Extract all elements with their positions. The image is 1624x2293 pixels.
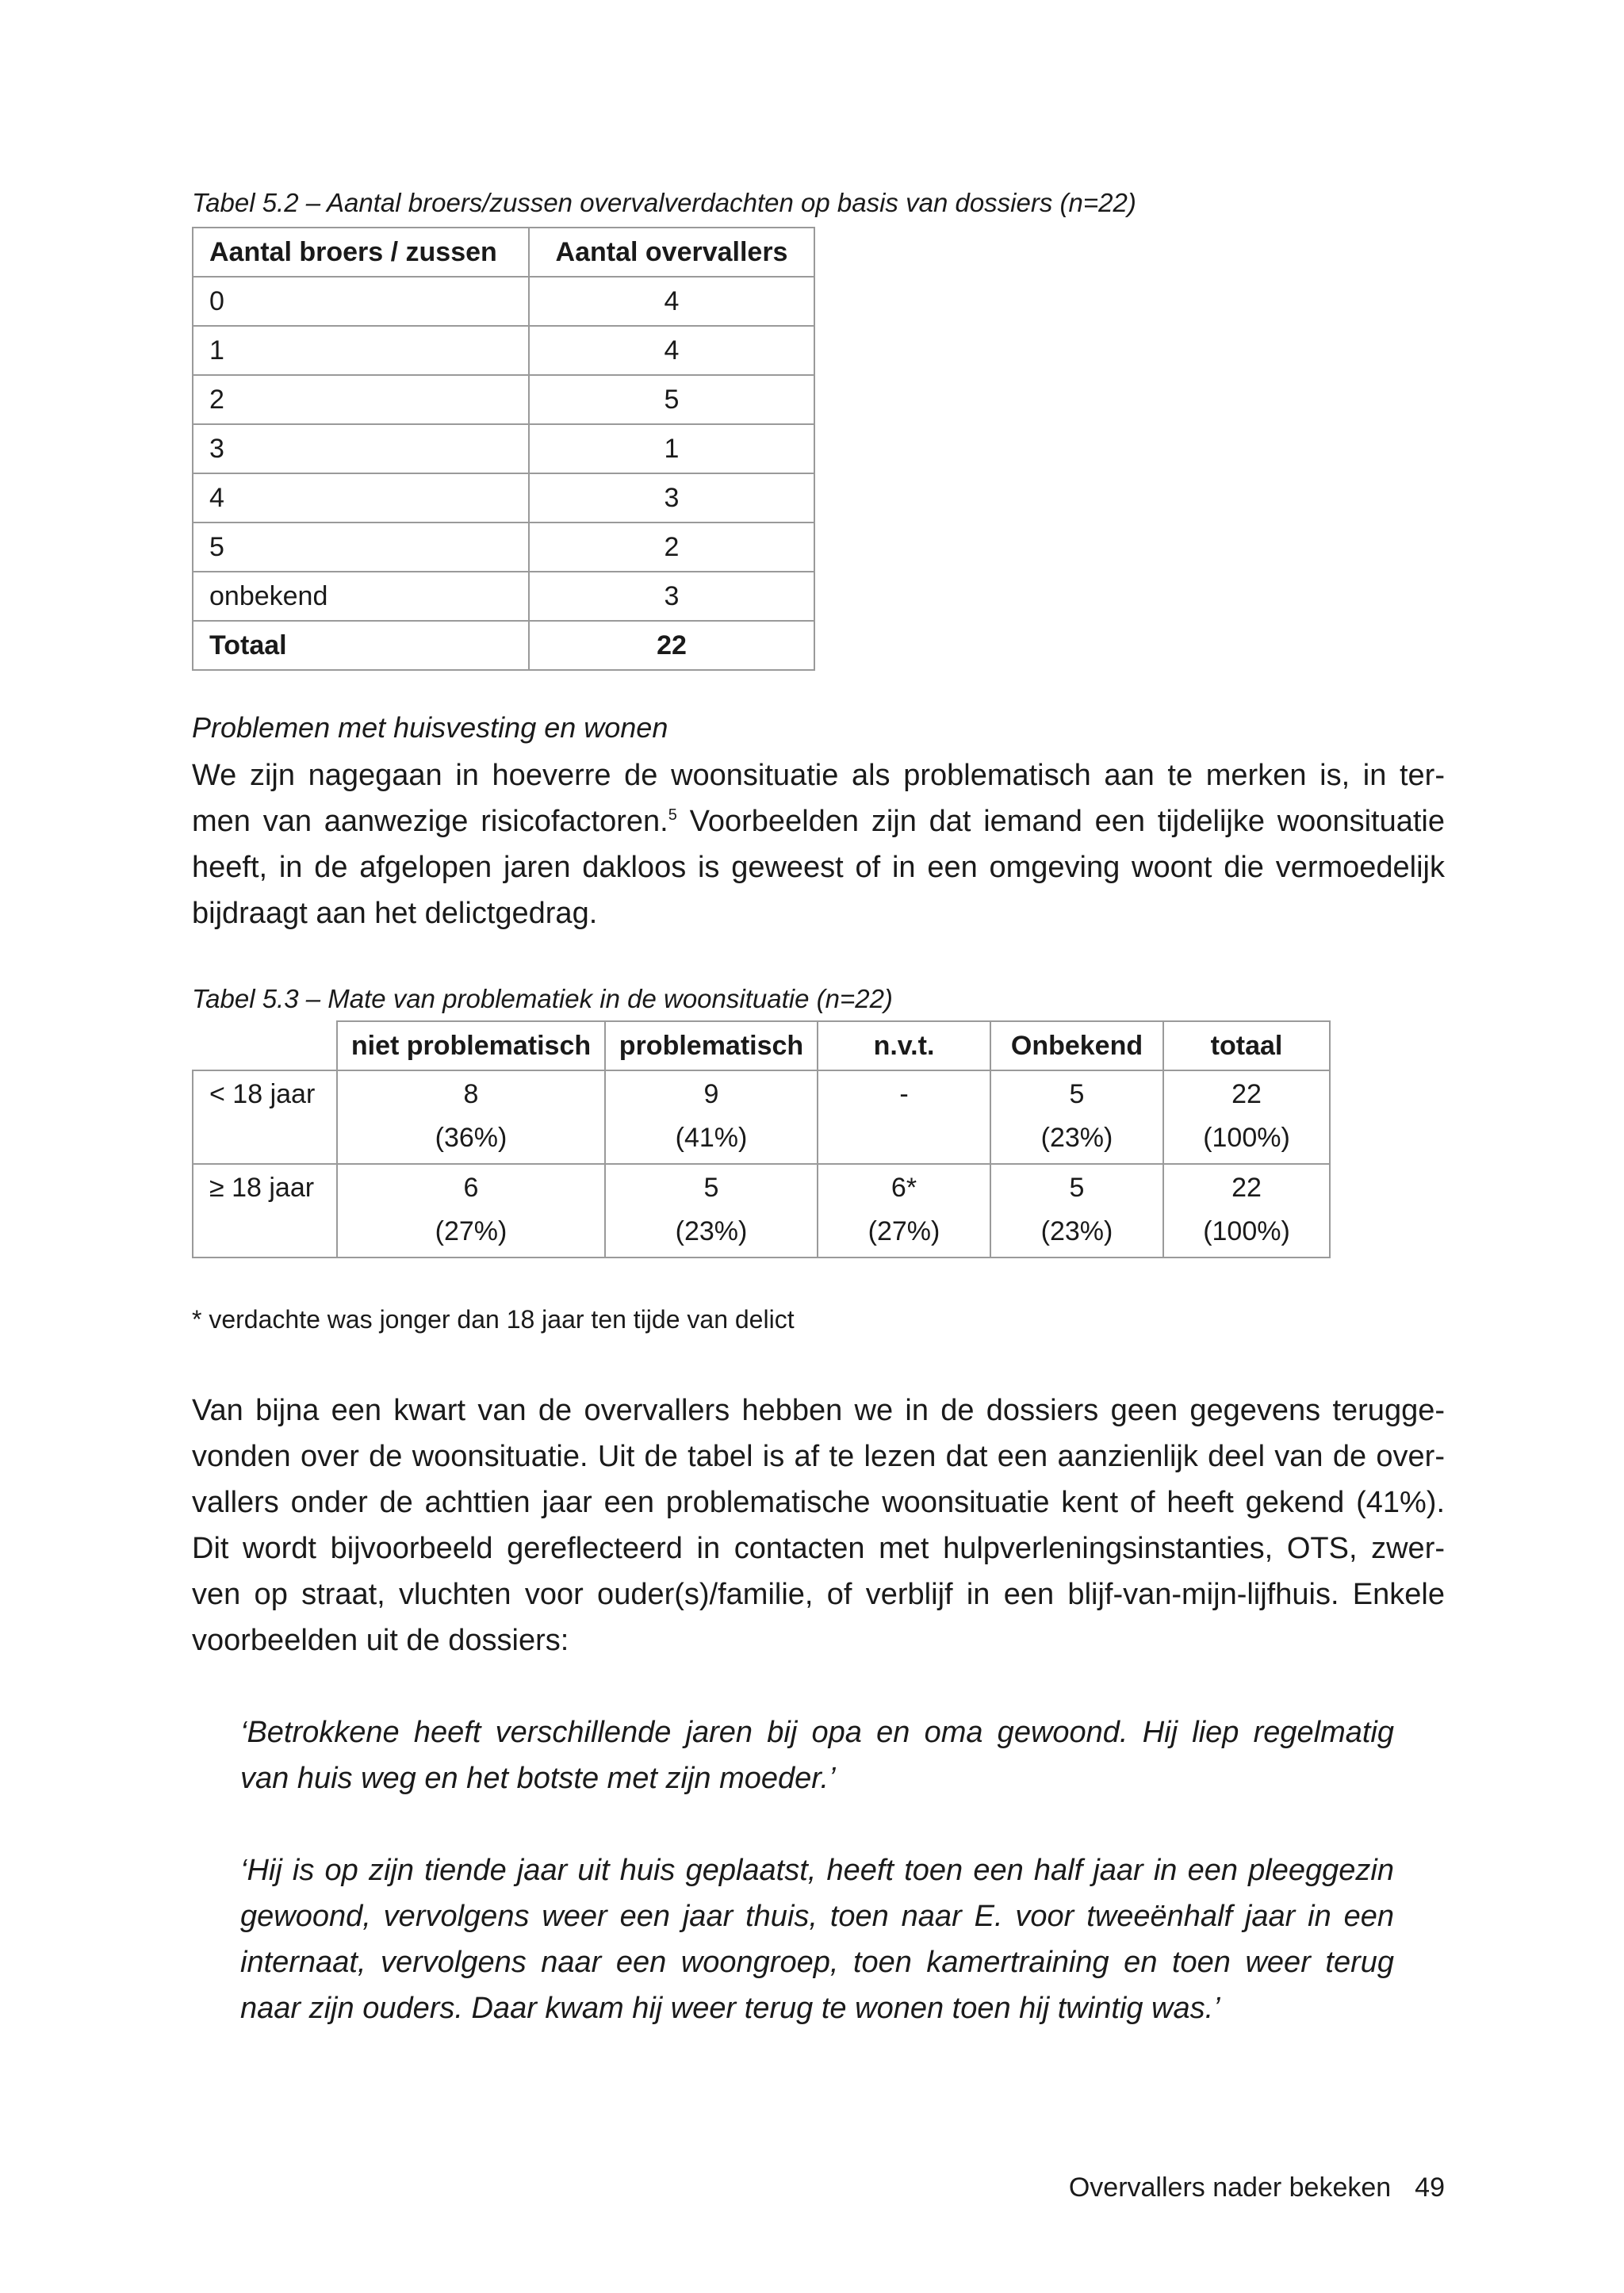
text-span: Voorbeelden zijn dat iemand een tijdelijke woonsituatie [676, 805, 1445, 838]
table-row [193, 572, 814, 621]
cell-percent: (41%) [675, 1123, 748, 1153]
cell-count: 8 [463, 1079, 479, 1109]
table-cell: 1 [193, 326, 529, 375]
table-5-2 [192, 227, 815, 671]
table-cell: 2 [529, 523, 814, 572]
table-5-2-caption: Tabel 5.2 – Aantal broers/zussen overvalverdachten op basis van dossiers (n=22) [192, 188, 1136, 217]
empty-corner-cell [193, 1021, 337, 1070]
quote-line: gewoond, vervolgens weer een jaar thuis, toen naar E. voor tweeënhalf jaar in een [240, 1900, 1394, 1933]
column-header: Aantal overvallers [529, 228, 814, 277]
table-cell [605, 1070, 818, 1164]
table-cell: 0 [193, 277, 529, 326]
section-heading: Problemen met huisvesting en wonen [192, 711, 668, 744]
table-row [193, 1164, 1330, 1258]
footnote-marker: 5 [668, 806, 677, 824]
row-label: ≥ 18 jaar [193, 1164, 337, 1258]
cell-count: 9 [703, 1079, 719, 1109]
table-header-row [193, 1021, 1330, 1070]
cell-count: 6 [463, 1173, 479, 1203]
quote-line: naar zijn ouders. Daar kwam hij weer terug te wonen toen hij twintig was.’ [240, 1992, 1220, 2025]
table-cell [605, 1164, 818, 1258]
paragraph-line: We zijn nagegaan in hoeverre de woonsituatie als problematisch aan te merken is, in ter- [192, 759, 1445, 792]
table-cell: 4 [529, 326, 814, 375]
table-header-row [193, 228, 814, 277]
table-row [193, 523, 814, 572]
page-number: 49 [1415, 2172, 1445, 2203]
table-cell [337, 1164, 605, 1258]
table-row [193, 326, 814, 375]
column-header: n.v.t. [818, 1021, 990, 1070]
cell-count: 5 [703, 1173, 719, 1203]
cell-count: 5 [1069, 1079, 1085, 1109]
cell-count: - [899, 1079, 909, 1109]
paragraph-line: heeft, in de afgelopen jaren dakloos is geweest of in een omgeving woont die vermoedelijk [192, 851, 1445, 884]
table-row [193, 1070, 1330, 1164]
paragraph-line: voorbeelden uit de dossiers: [192, 1624, 569, 1657]
paragraph-line [192, 799, 1445, 844]
cell-percent: (23%) [1040, 1123, 1113, 1153]
table-cell [990, 1164, 1163, 1258]
cell-count: 22 [1231, 1173, 1262, 1203]
cell-count: 5 [1069, 1173, 1085, 1203]
page-footer [1069, 2172, 1445, 2203]
cell-percent: (23%) [675, 1216, 748, 1246]
table-cell: 3 [529, 473, 814, 523]
paragraph-line: ven op straat, vluchten voor ouder(s)/familie, of verblijf in een blijf-van-mijn-lijfhuis. Enkele [192, 1578, 1445, 1611]
paragraph-line: vonden over de woonsituatie. Uit de tabel is af te lezen dat een aanzienlijk deel van de over- [192, 1440, 1445, 1473]
table-row [193, 277, 814, 326]
table-cell: 3 [529, 572, 814, 621]
cell-count: 6* [891, 1173, 917, 1203]
cell-percent: (100%) [1203, 1216, 1290, 1246]
table-cell: 5 [193, 523, 529, 572]
table-cell: Totaal [193, 621, 529, 670]
table-cell [337, 1070, 605, 1164]
table-cell: 3 [193, 424, 529, 473]
quote-line: internaat, vervolgens naar een woongroep, toen kamertraining en toen weer terug [240, 1946, 1394, 1979]
paragraph-line: vallers onder de achttien jaar een problematische woonsituatie kent of heeft gekend (41%). [192, 1486, 1445, 1519]
table-5-3 [192, 1020, 1331, 1258]
paragraph-line: Van bijna een kwart van de overvallers hebben we in de dossiers geen gegevens terugge- [192, 1394, 1445, 1427]
text-span: men van aanwezige risicofactoren. [192, 805, 668, 838]
row-label: < 18 jaar [193, 1070, 337, 1164]
table-cell: 2 [193, 375, 529, 424]
table-footnote: * verdachte was jonger dan 18 jaar ten tijde van delict [192, 1305, 795, 1334]
table-cell: 1 [529, 424, 814, 473]
cell-percent: (23%) [1040, 1216, 1113, 1246]
cell-percent: (36%) [435, 1123, 508, 1153]
cell-count: 22 [1231, 1079, 1262, 1109]
table-row [193, 473, 814, 523]
quote-line: van huis weg en het botste met zijn moeder.’ [240, 1762, 836, 1795]
cell-percent: (27%) [435, 1216, 508, 1246]
table-cell [1163, 1070, 1330, 1164]
table-cell: 5 [529, 375, 814, 424]
cell-percent: (27%) [868, 1216, 940, 1246]
column-header: totaal [1163, 1021, 1330, 1070]
cell-percent: (100%) [1203, 1123, 1290, 1153]
table-cell [990, 1070, 1163, 1164]
table-cell [1163, 1164, 1330, 1258]
table-5-3-caption: Tabel 5.3 – Mate van problematiek in de woonsituatie (n=22) [192, 984, 893, 1013]
table-cell [818, 1070, 990, 1164]
column-header: Onbekend [990, 1021, 1163, 1070]
running-title: Overvallers nader bekeken [1068, 2172, 1392, 2203]
table-total-row [193, 621, 814, 670]
table-row [193, 375, 814, 424]
column-header: niet problematisch [337, 1021, 605, 1070]
table-cell: onbekend [193, 572, 529, 621]
quote-line: ‘Hij is op zijn tiende jaar uit huis geplaatst, heeft toen een half jaar in een pleeggezin [240, 1854, 1394, 1887]
quote-line: ‘Betrokkene heeft verschillende jaren bij opa en oma gewoond. Hij liep regelmatig [240, 1716, 1394, 1749]
paragraph-line: bijdraagt aan het delictgedrag. [192, 897, 598, 930]
table-cell [818, 1164, 990, 1258]
table-row [193, 424, 814, 473]
column-header: problematisch [605, 1021, 818, 1070]
column-header: Aantal broers / zussen [193, 228, 529, 277]
table-cell: 22 [529, 621, 814, 670]
table-cell: 4 [529, 277, 814, 326]
paragraph-line: Dit wordt bijvoorbeeld gereflecteerd in contacten met hulpverleningsinstanties, OTS, zwer- [192, 1532, 1445, 1565]
table-cell: 4 [193, 473, 529, 523]
